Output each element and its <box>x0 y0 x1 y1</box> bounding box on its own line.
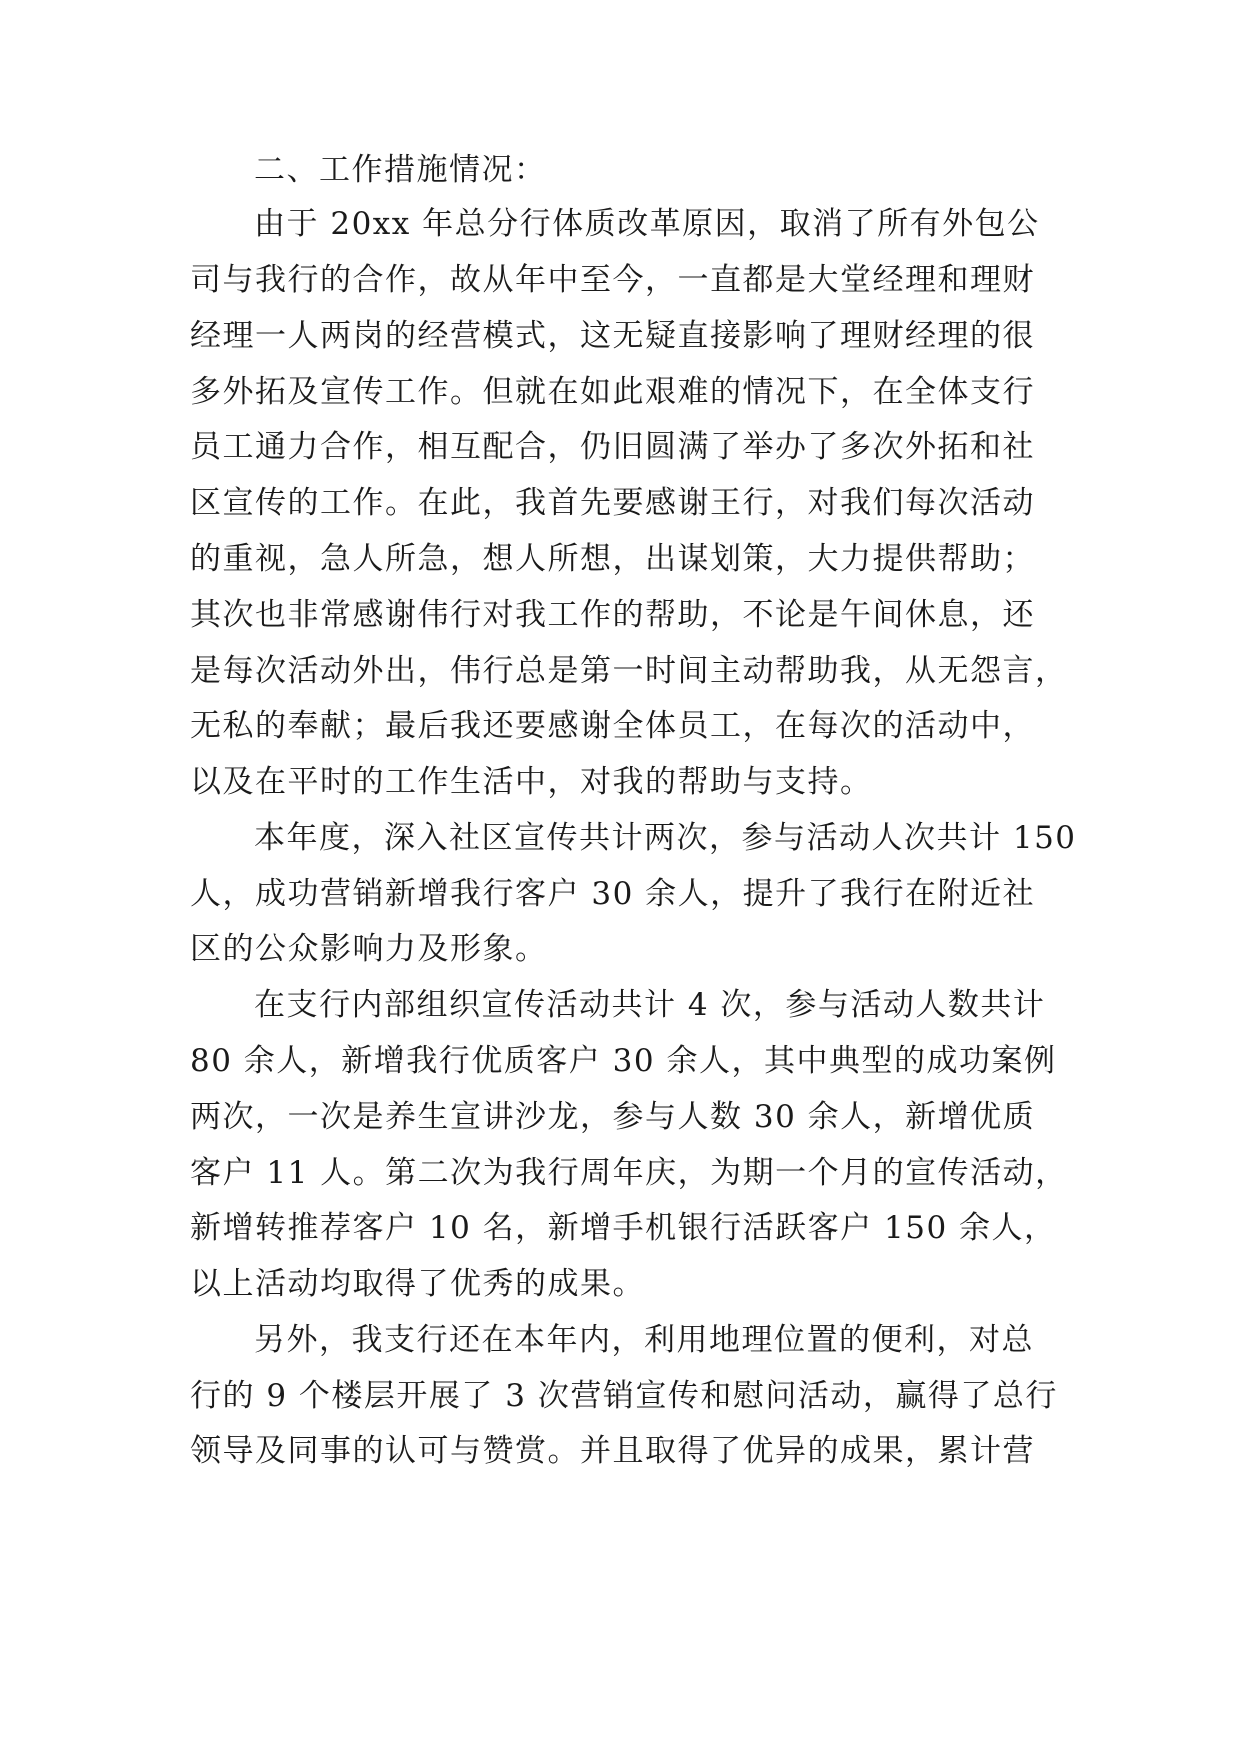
paragraph-line: 新增转推荐客户 10 名，新增手机银行活跃客户 150 余人， <box>190 1210 1057 1246</box>
paragraph-line: 两次，一次是养生宣讲沙龙，参与人数 30 余人，新增优质 <box>190 1099 1036 1135</box>
paragraph-line: 以及在平时的工作生活中，对我的帮助与支持。 <box>190 764 873 800</box>
paragraph-line: 是每次活动外出，伟行总是第一时间主动帮助我，从无怨言， <box>190 653 1068 689</box>
paragraph-line: 经理一人两岗的经营模式，这无疑直接影响了理财经理的很 <box>190 318 1035 354</box>
paragraph-line: 其次也非常感谢伟行对我工作的帮助，不论是午间休息，还 <box>190 597 1035 633</box>
paragraph-line: 由于 20xx 年总分行体质改革原因，取消了所有外包公 <box>254 206 1040 242</box>
paragraph-line: 领导及同事的认可与赞赏。并且取得了优异的成果，累计营 <box>190 1433 1035 1469</box>
section-heading: 二、工作措施情况： <box>254 152 547 188</box>
paragraph-line: 另外，我支行还在本年内，利用地理位置的便利，对总 <box>254 1322 1034 1358</box>
paragraph-line: 行的 9 个楼层开展了 3 次营销宣传和慰问活动，赢得了总行 <box>190 1378 1058 1414</box>
paragraph-line: 员工通力合作，相互配合，仍旧圆满了举办了多次外拓和社 <box>190 429 1035 465</box>
paragraph-line: 无私的奉献；最后我还要感谢全体员工，在每次的活动中， <box>190 708 1035 744</box>
paragraph-line: 多外拓及宣传工作。但就在如此艰难的情况下，在全体支行 <box>190 374 1035 410</box>
paragraph-line: 以上活动均取得了优秀的成果。 <box>190 1266 645 1302</box>
paragraph-line: 在支行内部组织宣传活动共计 4 次，参与活动人数共计 <box>254 987 1046 1023</box>
paragraph-line: 人，成功营销新增我行客户 30 余人，提升了我行在附近社 <box>190 876 1036 912</box>
paragraph-line: 本年度，深入社区宣传共计两次，参与活动人次共计 150 <box>254 820 1077 856</box>
paragraph-line: 区宣传的工作。在此，我首先要感谢王行，对我们每次活动 <box>190 485 1035 521</box>
paragraph-line: 司与我行的合作，故从年中至今，一直都是大堂经理和理财 <box>190 262 1035 298</box>
paragraph-line: 80 余人，新增我行优质客户 30 余人，其中典型的成功案例 <box>190 1043 1057 1079</box>
paragraph-line: 的重视，急人所急，想人所想，出谋划策，大力提供帮助； <box>190 541 1035 577</box>
paragraph-line: 客户 11 人。第二次为我行周年庆，为期一个月的宣传活动， <box>190 1155 1068 1191</box>
paragraph-line: 区的公众影响力及形象。 <box>190 931 548 967</box>
